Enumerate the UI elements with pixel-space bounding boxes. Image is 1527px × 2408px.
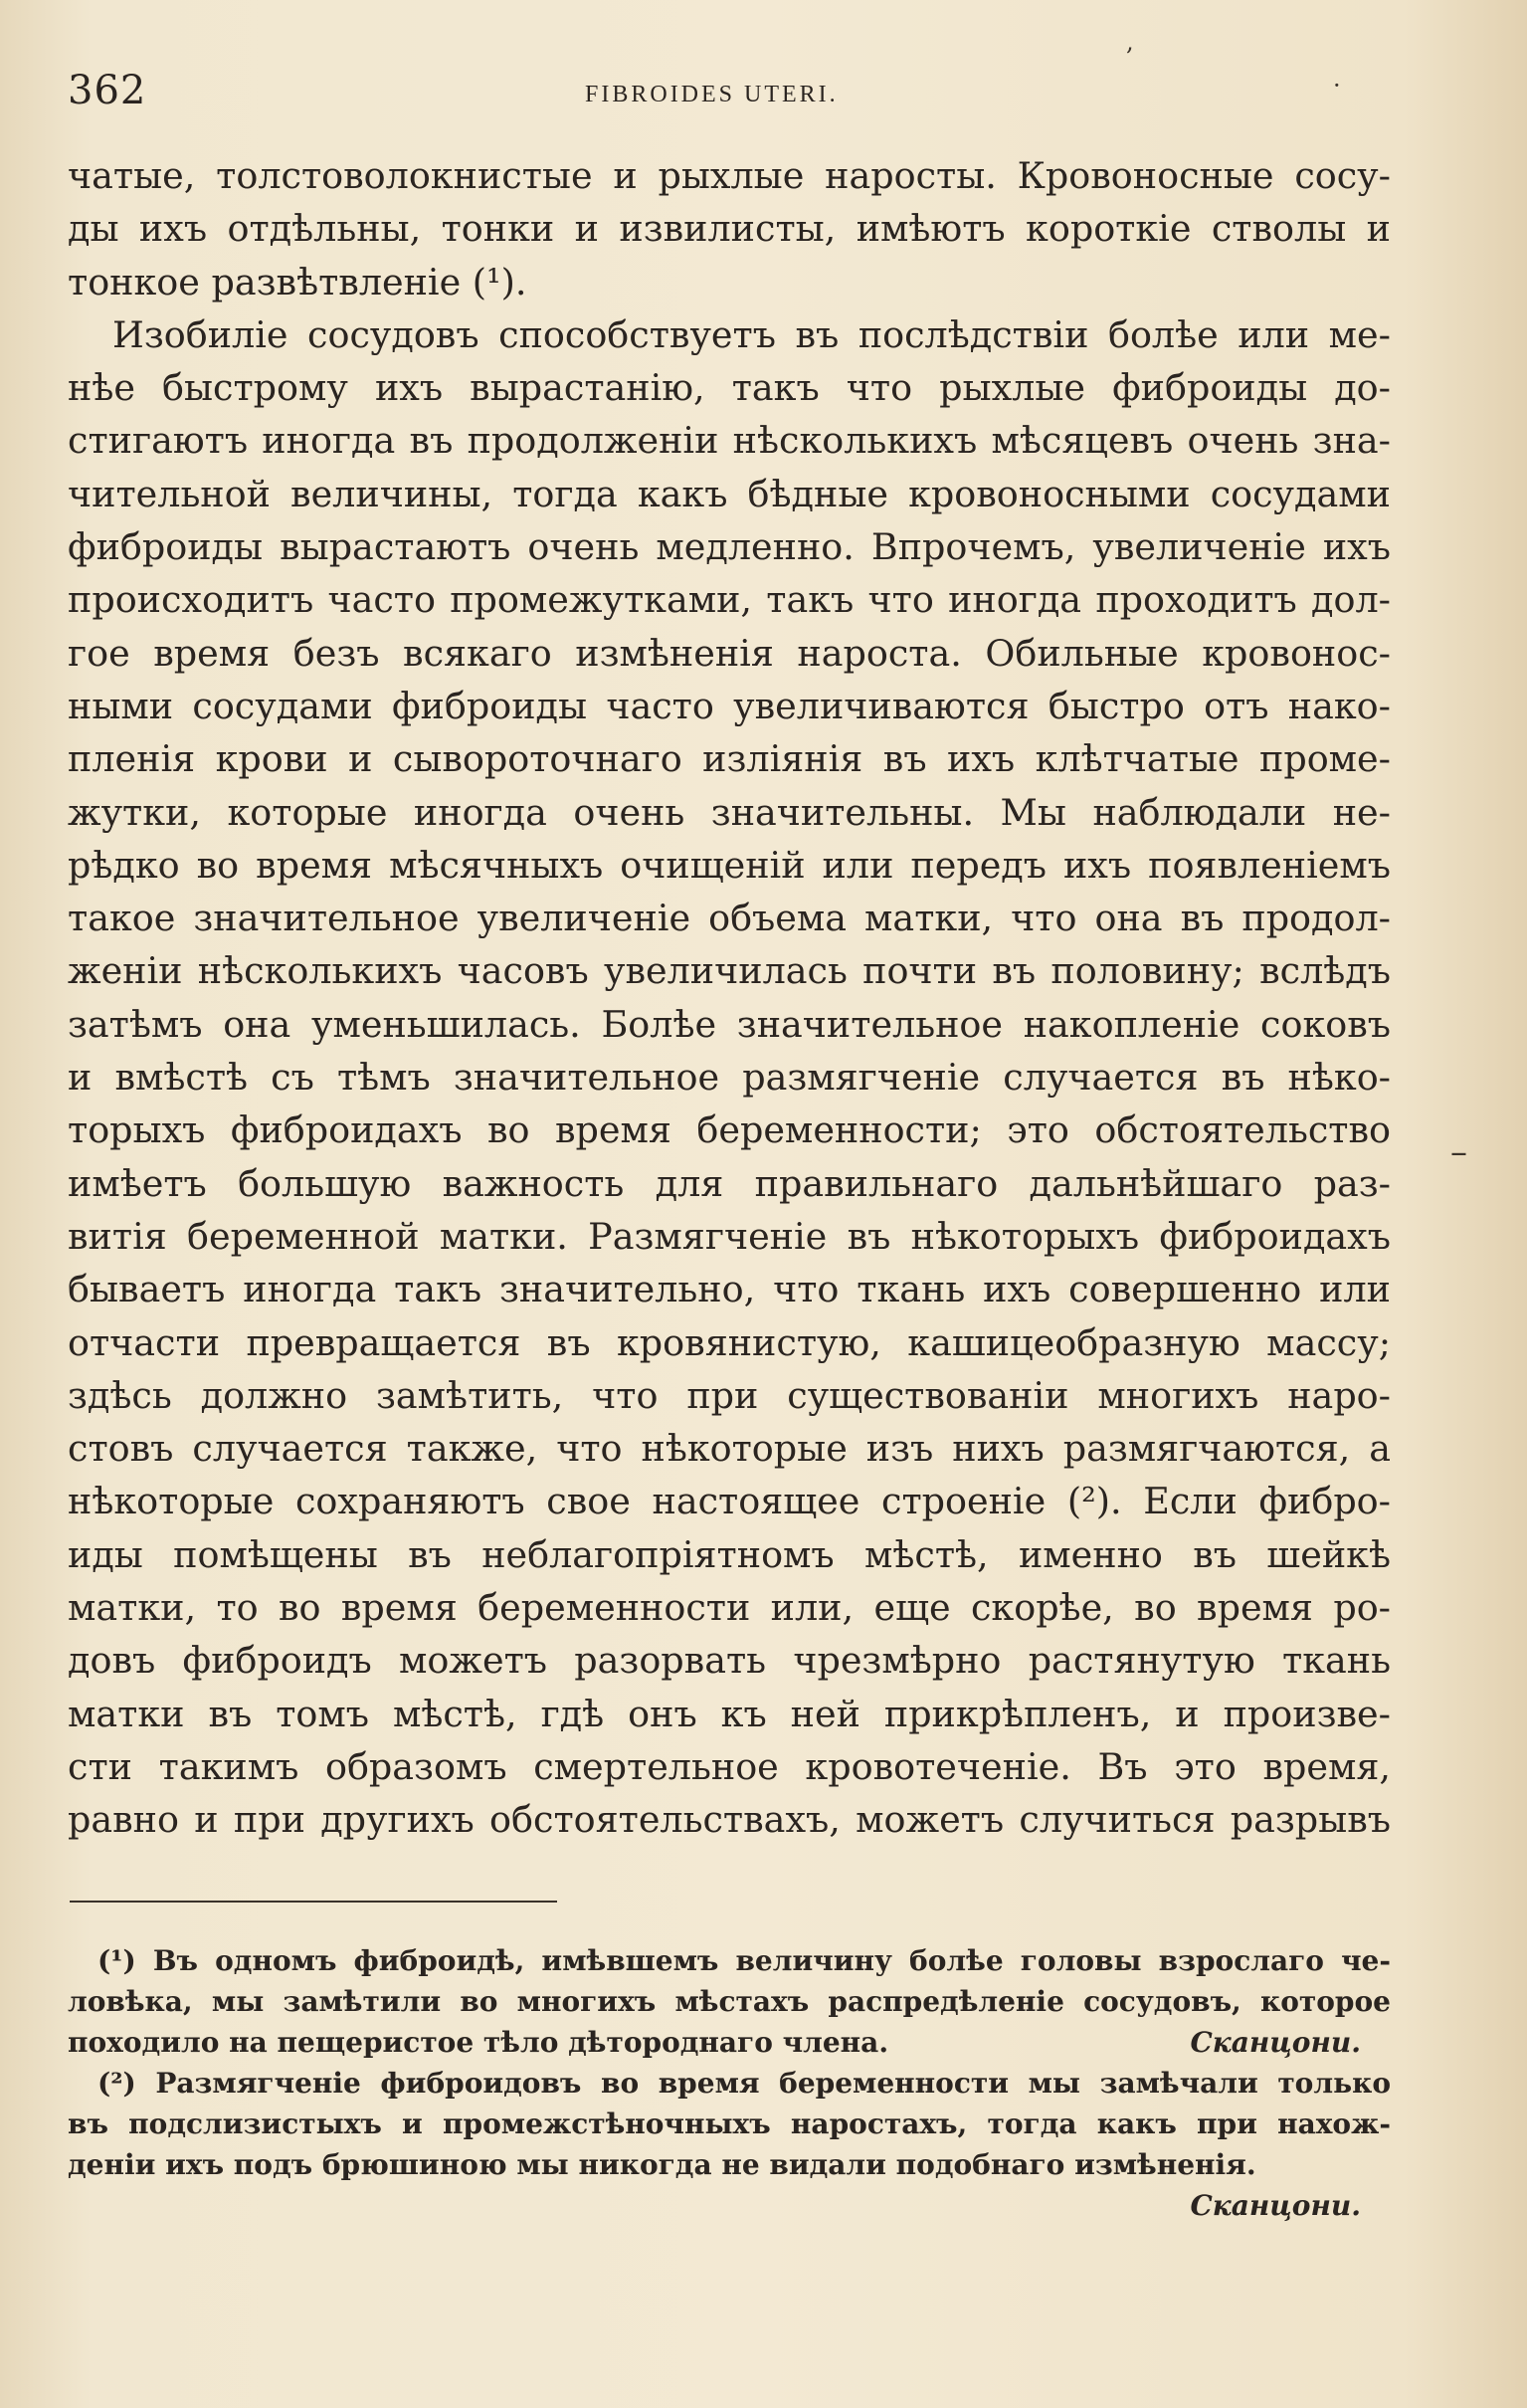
text-line: происходитъ часто промежутками, такъ что иногда проходитъ дол- bbox=[68, 578, 1391, 622]
text-line: витія беременной матки. Размягченіе въ нѣкоторыхъ фиброидахъ bbox=[68, 1214, 1391, 1258]
text-line: здѣсь должно замѣтить, что при существованіи многихъ наро- bbox=[68, 1373, 1391, 1417]
text-line: ды ихъ отдѣльны, тонки и извилисты, имѣютъ короткіе стволы и bbox=[68, 207, 1391, 251]
text-line: тонкое развѣтвленіе (¹). bbox=[68, 260, 527, 303]
text-line: имѣетъ большую важность для правильнаго дальнѣйшаго раз- bbox=[68, 1161, 1391, 1205]
footnote-1-line: походило на пещеристое тѣло дѣтороднаго члена. bbox=[68, 2026, 889, 2059]
print-speck: · bbox=[1333, 72, 1341, 100]
footnote-rule bbox=[70, 1901, 557, 1903]
footnote-1-last-row bbox=[68, 2022, 1391, 2063]
text-line: сти такимъ образомъ смертельное кровотеченіе. Въ это время, bbox=[68, 1744, 1391, 1788]
body-text bbox=[68, 149, 1391, 1847]
page-header bbox=[68, 68, 1348, 117]
text-line: нѣе быстрому ихъ вырастанію, такъ что рыхлые фиброиды до- bbox=[68, 366, 1391, 410]
footnote-2-signature: Сканцони. bbox=[1190, 2189, 1361, 2222]
text-line: стовъ случается также, что нѣкоторые изъ нихъ размягчаются, а bbox=[68, 1427, 1391, 1471]
footnote-2-line: (²) Размягченіе фиброидовъ во время беременности мы замѣчали только bbox=[97, 2067, 1391, 2100]
footnote-1-line: (¹) Въ одномъ фиброидѣ, имѣвшемъ величину болѣе головы взрослаго че- bbox=[97, 1944, 1391, 1977]
text-line: чительной величины, тогда какъ бѣдные кровоносными сосудами bbox=[68, 472, 1391, 515]
text-line: фиброиды вырастаютъ очень медленно. Впрочемъ, увеличеніе ихъ bbox=[68, 525, 1391, 569]
text-line: отчасти превращается въ кровянистую, кашицеобразную массу; bbox=[68, 1320, 1391, 1364]
text-line: довъ фиброидъ можетъ разорвать чрезмѣрно растянутую ткань bbox=[68, 1639, 1391, 1683]
text-line: и вмѣстѣ съ тѣмъ значительное размягченіе случается въ нѣко- bbox=[68, 1056, 1391, 1100]
text-line: Изобиліе сосудовъ способствуетъ въ послѣдствіи болѣе или ме- bbox=[112, 312, 1391, 356]
print-speck: , bbox=[1126, 28, 1134, 56]
footnote-1-line: ловѣка, мы замѣтили во многихъ мѣстахъ распредѣленіе сосудовъ, которое bbox=[68, 1985, 1391, 2018]
text-line: рѣдко во время мѣсячныхъ очищеній или передъ ихъ появленіемъ bbox=[68, 843, 1391, 887]
text-line: пленія крови и сывороточнаго изліянія въ ихъ клѣтчатые проме- bbox=[68, 737, 1391, 781]
footnote-1-signature: Сканцони. bbox=[1190, 2026, 1361, 2059]
text-line: матки въ томъ мѣстѣ, гдѣ онъ къ ней прикрѣпленъ, и произве- bbox=[68, 1692, 1391, 1735]
text-line: затѣмъ она уменьшилась. Болѣе значительное накопленіе соковъ bbox=[68, 1002, 1391, 1046]
text-line: жутки, которые иногда очень значительны. Мы наблюдали не- bbox=[68, 790, 1391, 834]
text-line: бываетъ иногда такъ значительно, что ткань ихъ совершенно или bbox=[68, 1268, 1391, 1311]
text-line: иды помѣщены въ неблагопріятномъ мѣстѣ, именно въ шейкѣ bbox=[68, 1532, 1391, 1576]
text-line: равно и при другихъ обстоятельствахъ, можетъ случиться разрывъ bbox=[68, 1798, 1391, 1842]
text-line: стигаютъ иногда въ продолженіи нѣсколькихъ мѣсяцевъ очень зна- bbox=[68, 419, 1391, 463]
footnotes bbox=[68, 1940, 1391, 2226]
text-line: чатые, толстоволокнистые и рыхлые наросты. Кровоносные сосу- bbox=[68, 154, 1391, 197]
text-line: ными сосудами фиброиды часто увеличиваются быстро отъ нако- bbox=[68, 684, 1391, 727]
text-line: женіи нѣсколькихъ часовъ увеличилась почти въ половину; вслѣдъ bbox=[68, 949, 1391, 993]
running-head: FIBROIDES UTERI. bbox=[585, 82, 839, 107]
text-line: торыхъ фиброидахъ во время беременности; это обстоятельство bbox=[68, 1108, 1391, 1152]
footnote-2-line: деніи ихъ подъ брюшиною мы никогда не видали подобнаго измѣненія. bbox=[68, 2148, 1256, 2181]
page-number: 362 bbox=[68, 68, 147, 113]
text-line: такое значительное увеличеніе объема матки, что она въ продол- bbox=[68, 897, 1391, 940]
text-line: гое время безъ всякаго измѣненія нароста. Обильные кровонос- bbox=[68, 631, 1391, 675]
margin-mark: – bbox=[1450, 1132, 1467, 1172]
footnote-2-line: въ подслизистыхъ и промежстѣночныхъ наростахъ, тогда какъ при нахож- bbox=[68, 2107, 1391, 2140]
text-line: матки, то во время беременности или, еще скорѣе, во время ро- bbox=[68, 1586, 1391, 1630]
text-line: нѣкоторые сохраняютъ свое настоящее строеніе (²). Если фибро- bbox=[68, 1480, 1391, 1523]
